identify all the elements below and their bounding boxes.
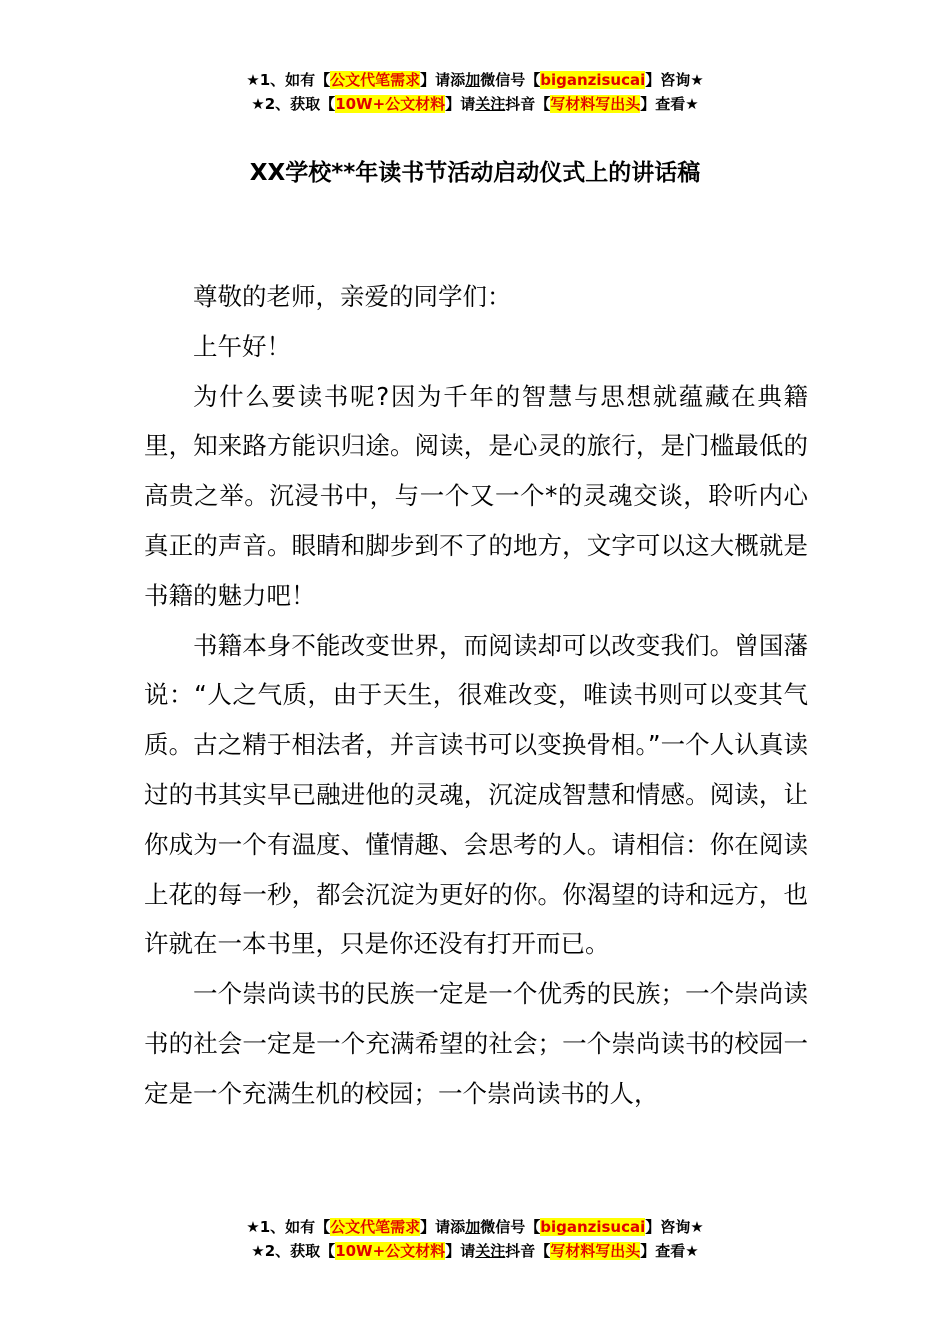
footer-line-2-highlight-materials: 10W+公文材料 bbox=[335, 1242, 446, 1260]
body-paragraph-3: 一个崇尚读书的民族一定是一个优秀的民族；一个崇尚读书的社会一定是一个充满希望的社会；一个崇尚读书的校园一定是一个充满生机的校园；一个崇尚读书的人， bbox=[144, 979, 808, 1108]
footer-line-1 bbox=[0, 1215, 950, 1239]
header-banner bbox=[0, 68, 950, 116]
footer-line-1-suffix: 】咨询★ bbox=[645, 1218, 704, 1236]
document-body bbox=[144, 272, 808, 1119]
greeting: 上午好！ bbox=[193, 331, 291, 361]
header-line-1-suffix: 】咨询★ bbox=[645, 71, 704, 89]
header-line-1-highlight-service: 公文代笔需求 bbox=[330, 71, 421, 89]
header-line-2-highlight-douyin: 写材料写出头 bbox=[550, 95, 641, 113]
header-line-1-text: 】请添 bbox=[420, 71, 466, 89]
footer-line-1-text: 】请添 bbox=[420, 1218, 466, 1236]
header-line-1-underlined: 加 bbox=[465, 71, 481, 89]
footer-line-2-suffix: 】查看★ bbox=[640, 1242, 699, 1260]
header-line-2-text: 】请 bbox=[445, 95, 476, 113]
footer-line-2-text: 】请 bbox=[445, 1242, 476, 1260]
footer-line-2-text-2: 抖音【 bbox=[505, 1242, 551, 1260]
footer-line-1-prefix: ★1、如有【 bbox=[246, 1218, 331, 1236]
header-line-1-text-2: 微信号【 bbox=[480, 71, 541, 89]
footer-line-1-highlight-wechat: biganzisucai bbox=[540, 1218, 646, 1236]
footer-line-1-text-2: 微信号【 bbox=[480, 1218, 541, 1236]
footer-line-2-highlight-douyin: 写材料写出头 bbox=[550, 1242, 641, 1260]
body-paragraph-2: 书籍本身不能改变世界，而阅读却可以改变我们。曾国藩说：“人之气质，由于天生，很难改变，唯读书则可以变其气质。古之精于相法者，并言读书可以变换骨相。”一个人认真读过的书其实早已融进他的灵魂，沉淀成智慧和情感。阅读，让你成为一个有温度、懂情趣、会思考的人。请相信：你在阅读上花的每一秒，都会沉淀为更好的你。你渴望的诗和远方，也许就在一本书里，只是你还没有打开而已。 bbox=[144, 630, 808, 959]
header-line-2-prefix: ★2、获取【 bbox=[251, 95, 336, 113]
header-line-2-highlight-materials: 10W+公文材料 bbox=[335, 95, 446, 113]
header-line-2-underlined: 关注 bbox=[475, 95, 506, 113]
header-line-1-highlight-wechat: biganzisucai bbox=[540, 71, 646, 89]
header-line-2-suffix: 】查看★ bbox=[640, 95, 699, 113]
footer-line-1-underlined: 加 bbox=[465, 1218, 481, 1236]
header-line-2 bbox=[0, 92, 950, 116]
header-line-2-text-2: 抖音【 bbox=[505, 95, 551, 113]
footer-line-2-underlined: 关注 bbox=[475, 1242, 506, 1260]
salutation: 尊敬的老师，亲爱的同学们： bbox=[193, 282, 512, 311]
footer-line-2-prefix: ★2、获取【 bbox=[251, 1242, 336, 1260]
header-line-1-prefix: ★1、如有【 bbox=[246, 71, 331, 89]
footer-banner bbox=[0, 1215, 950, 1263]
header-line-1 bbox=[0, 68, 950, 92]
body-paragraph-1: 为什么要读书呢?因为千年的智慧与思想就蕴藏在典籍里，知来路方能识归途。阅读，是心灵的旅行，是门槛最低的高贵之举。沉浸书中，与一个又一个*的灵魂交谈，聆听内心真正的声音。眼睛和脚步到不了的地方，文字可以这大概就是书籍的魅力吧！ bbox=[144, 381, 808, 610]
footer-line-1-highlight-service: 公文代笔需求 bbox=[330, 1218, 421, 1236]
footer-line-2 bbox=[0, 1239, 950, 1263]
document-title: XX学校**年读书节活动启动仪式上的讲话稿 bbox=[249, 160, 701, 186]
